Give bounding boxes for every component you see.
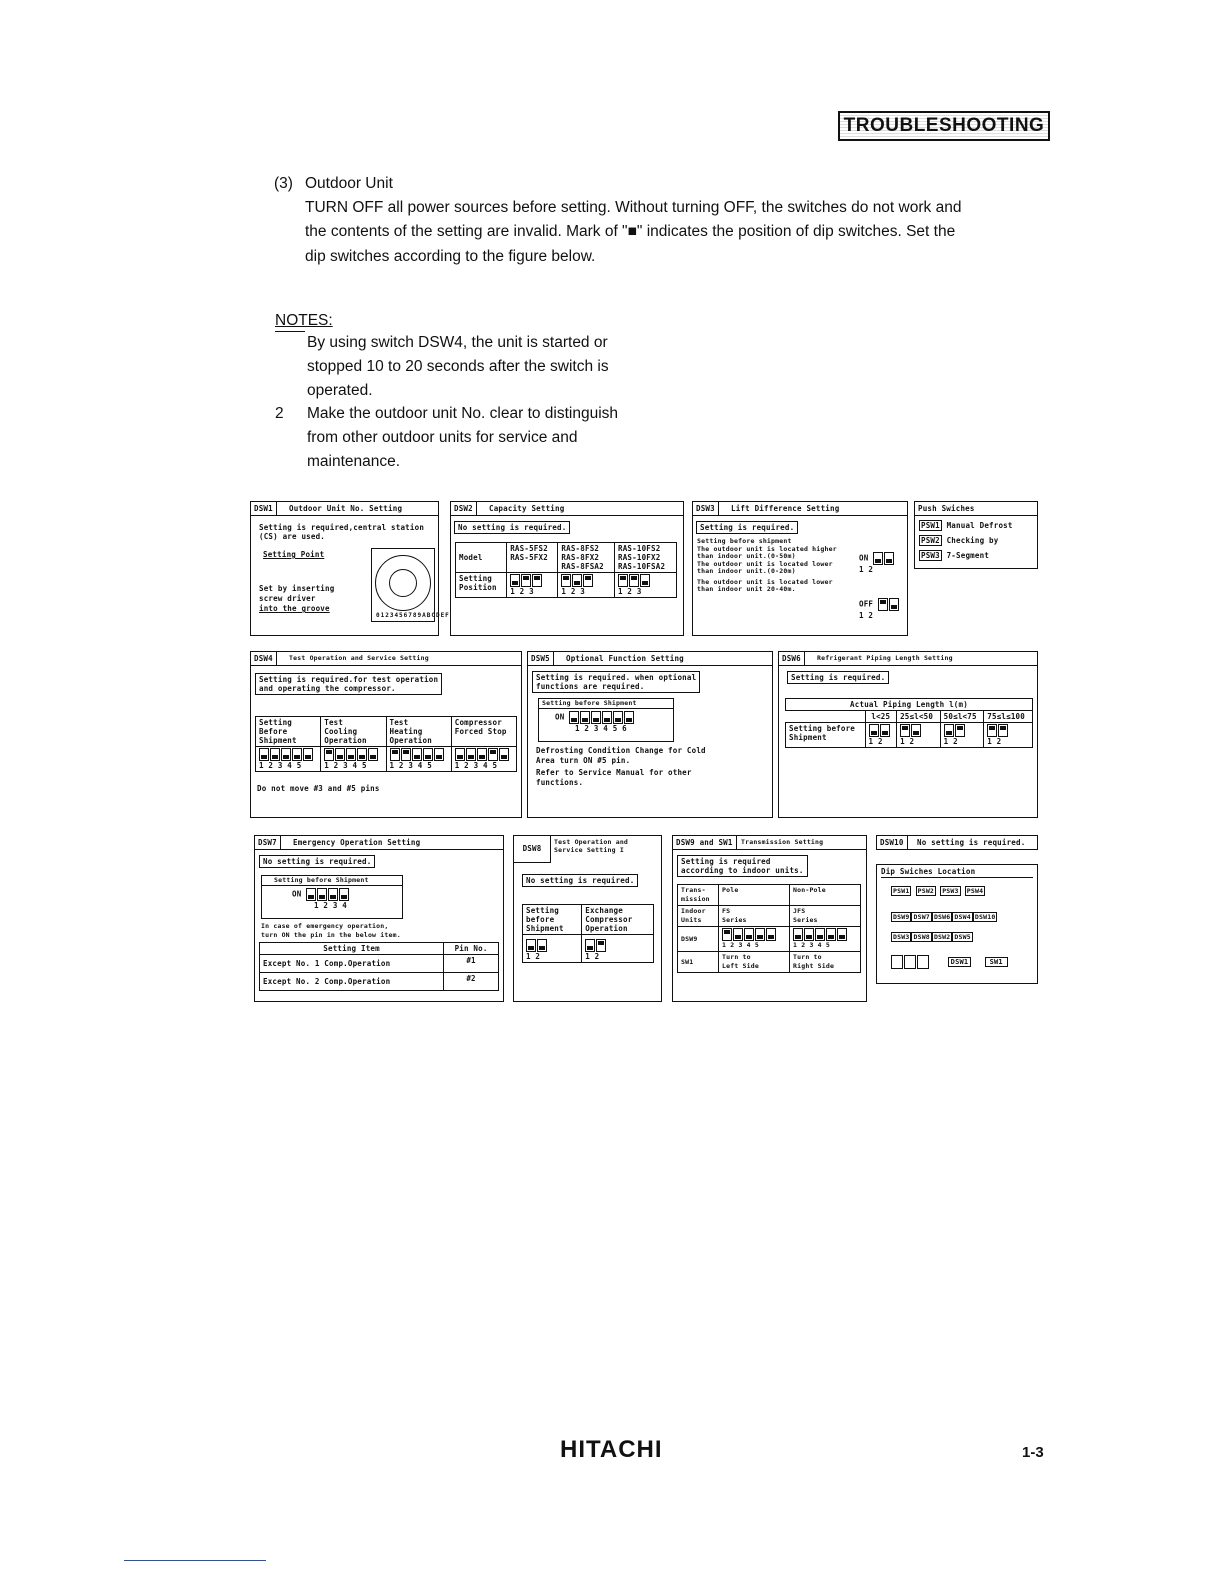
dsw9-title: Transmission Setting: [741, 838, 824, 846]
dsw3-case-default: Setting before shipment: [697, 537, 792, 545]
loc-dsw7: DSW7: [913, 913, 930, 921]
dsw1-note-line-1: Setting is required,central station: [259, 523, 425, 532]
dsw3-pin-numbers: 1 2: [859, 565, 874, 574]
dsw7-id: DSW7: [255, 836, 281, 849]
loc-psw4: PSW4: [966, 887, 984, 895]
dsw10-panel: [876, 835, 1038, 850]
dsw5-shipment-label: Setting before Shipment: [539, 699, 673, 709]
dsw3-panel: [692, 501, 908, 636]
dsw8-pin-numbers: 1 2: [526, 952, 541, 961]
dsw4-pin-numbers: 1 2 3 4 5: [324, 761, 367, 770]
section-heading: Outdoor Unit: [305, 175, 393, 192]
dsw9-pin-numbers: 1 2 3 4 5: [792, 941, 831, 949]
bottom-link-rule: [124, 1560, 266, 1561]
dsw7-pin-1: #1: [444, 955, 499, 973]
loc-psw1: PSW1: [893, 887, 910, 895]
dsw3-switch-b: [859, 598, 900, 620]
psw1-function: Manual Defrost: [946, 521, 1013, 530]
dsw9-pin-numbers: 1 2 3 4 5: [721, 941, 760, 949]
dsw2-setting-position-label: Setting Position: [456, 573, 507, 598]
dsw4-pin-numbers: 1 2 3 4 5: [259, 761, 302, 770]
dsw5-text-4: functions.: [536, 778, 584, 787]
dsw3-on-label: ON: [859, 553, 869, 563]
dsw7-pin-numbers: 1 2 3 4: [314, 901, 348, 910]
dsw3-id: DSW3: [693, 502, 719, 515]
dsw1-panel: [250, 501, 450, 636]
section-line-1: TURN OFF all power sources before setting. Without turning OFF, the switches do not work and: [305, 199, 962, 216]
dsw5-panel: [527, 651, 773, 818]
dsw6-table: [785, 698, 1033, 748]
dsw1-note-line-2: (CS) are used.: [259, 532, 326, 541]
psw1-label[interactable]: PSW1: [921, 521, 940, 530]
dsw1-set-line-2: screw driver: [259, 594, 316, 603]
dsw3-case-lower: The outdoor unit is located lower than indoor unit.(0-20m): [697, 559, 833, 575]
dsw4-title: Test Operation and Service Setting: [289, 654, 429, 662]
note-2-line-2: from other outdoor units for service and: [307, 429, 578, 446]
dsw7-no-setting-note: No setting is required.: [259, 855, 375, 868]
dsw9-indoor-non-pole: JFS Series: [789, 906, 860, 927]
dsw6-panel: [778, 651, 1038, 818]
loc-dsw5: DSW5: [954, 933, 971, 941]
dsw8-col-exchange: Exchange Compressor Operation: [582, 905, 654, 935]
dsw9-panel: [672, 835, 867, 1002]
dsw7-title: Emergency Operation Setting: [293, 838, 421, 847]
dsw2-switch-5: [507, 573, 558, 598]
dsw1-set-line-1: Set by inserting: [259, 584, 335, 593]
dsw9-col-transmission: Trans- mission: [678, 885, 719, 906]
dsw2-panel: [450, 501, 684, 636]
dsw5-on-label: ON: [555, 712, 565, 722]
note-1-line-1: By using switch DSW4, the unit is started or: [307, 334, 608, 351]
dsw7-item-2: Except No. 2 Comp.Operation: [260, 973, 444, 991]
dsw2-model-label: Model: [456, 543, 507, 573]
dsw7-col-item: Setting Item: [260, 943, 444, 955]
dsw6-required-note: Setting is required.: [787, 671, 889, 684]
dsw9-col-pole: Pole: [718, 885, 789, 906]
dsw2-title: Capacity Setting: [489, 504, 565, 513]
dsw10-id: DSW10: [877, 836, 908, 849]
seven-segment-icon: [917, 955, 929, 969]
push-switches-title: Push Swiches: [918, 504, 975, 513]
page-number: 1-3: [1022, 1444, 1044, 1461]
dsw2-pin-numbers: 1 2 3: [561, 587, 585, 596]
dsw7-shipment-label: Setting before Shipment: [262, 876, 402, 886]
dsw2-model-8: RAS-8FS2 RAS-8FX2 RAS-8FSA2: [558, 543, 615, 573]
dsw5-pin-numbers: 1 2 3 4 5 6: [575, 724, 627, 733]
dsw1-dial-digits: 0123456789ABCDEF: [376, 612, 450, 619]
loc-psw2: PSW2: [917, 887, 935, 895]
dsw7-item-table: [259, 942, 499, 991]
dsw4-footnote: Do not move #3 and #5 pins: [257, 784, 380, 793]
dsw3-pin-numbers: 1 2: [859, 611, 874, 620]
dsw5-text-1: Defrosting Condition Change for Cold: [536, 746, 706, 755]
dsw4-table: [255, 716, 517, 772]
loc-dsw10: DSW10: [974, 913, 996, 921]
seven-segment-icon: [891, 955, 903, 969]
dsw8-title: Test Operation and Service Setting I: [554, 838, 629, 854]
dsw4-switch-heating: [386, 747, 451, 772]
dsw4-id: DSW4: [251, 652, 277, 665]
seven-segment-icon: [904, 955, 916, 969]
dsw7-pin-2: #2: [444, 973, 499, 991]
dsw2-model-10: RAS-10FS2 RAS-10FX2 RAS-10FSA2: [615, 543, 677, 573]
dsw9-switch-pole: [718, 927, 789, 952]
dsw1-dial-knob[interactable]: [389, 569, 417, 597]
dsw9-row-dsw9: DSW9: [678, 927, 719, 952]
dsw3-switch-a: [859, 552, 895, 574]
note-2-line-3: maintenance.: [307, 453, 401, 470]
section-line-2: the contents of the setting are invalid. Mark of "■" indicates the position of dip switches. Set the: [305, 223, 956, 240]
psw3-label[interactable]: PSW3: [921, 551, 940, 560]
dsw6-switch-4: [984, 723, 1033, 748]
dsw8-switch-exchange: [582, 935, 654, 963]
dsw1-id: DSW1: [251, 502, 277, 515]
dsw6-shipment-label: Setting before Shipment: [786, 723, 866, 748]
dsw9-row-sw1: SW1: [678, 952, 719, 973]
loc-dsw6: DSW6: [933, 913, 951, 921]
dsw9-indoor-pole: FS Series: [718, 906, 789, 927]
note-2-line-1: Make the outdoor unit No. clear to distinguish: [307, 405, 619, 422]
section-tag: TROUBLESHOOTING: [838, 111, 1050, 141]
dsw4-col-shipment: Setting Before Shipment: [256, 717, 321, 747]
dsw8-id: DSW8: [514, 836, 551, 863]
dsw7-item-1: Except No. 1 Comp.Operation: [260, 955, 444, 973]
dsw9-id: DSW9 and SW1: [673, 836, 737, 849]
dsw1-setting-point: Setting Point: [263, 550, 325, 559]
dsw1-title: Outdoor Unit No. Setting: [289, 504, 403, 513]
dsw8-switch-shipment: [523, 935, 582, 963]
dsw4-col-cooling: Test Cooling Operation: [321, 717, 386, 747]
loc-psw3: PSW3: [942, 887, 959, 895]
dsw8-pin-numbers: 1 2: [585, 952, 600, 961]
notes-heading: NOTES:: [275, 312, 333, 329]
dsw4-switch-cooling: [321, 747, 386, 772]
dsw5-id: DSW5: [528, 652, 554, 665]
dsw2-capacity-table: [455, 542, 677, 598]
dsw8-panel: [513, 835, 662, 1002]
dsw2-id: DSW2: [451, 502, 477, 515]
dsw5-title: Optional Function Setting: [566, 654, 684, 663]
dsw2-pin-numbers: 1 2 3: [618, 587, 642, 596]
loc-dsw4: DSW4: [954, 913, 971, 921]
dsw4-pin-numbers: 1 2 3 4 5: [389, 761, 432, 770]
dsw4-required-line-1: Setting is required.for test operation: [259, 675, 439, 684]
dsw4-col-forced-stop: Compressor Forced Stop: [451, 717, 516, 747]
dsw6-switch-3: [940, 723, 984, 748]
loc-dsw9: DSW9: [893, 913, 910, 921]
dsw8-col-shipment: Setting before Shipment: [523, 905, 582, 935]
note-1-line-3: operated.: [307, 382, 373, 399]
dsw4-pin-numbers: 1 2 3 4 5: [454, 761, 498, 770]
dsw7-text-2: turn ON the pin in the below item.: [261, 931, 401, 939]
dsw4-required-line-2: and operating the compressor.: [259, 684, 396, 693]
loc-dsw2: DSW2: [933, 933, 951, 941]
dsw8-no-setting-note: No setting is required.: [522, 874, 638, 887]
dsw6-range-4: 75≤l≤100: [984, 711, 1033, 723]
dsw3-case-higher: The outdoor unit is located higher than indoor unit.(0-50m): [697, 544, 837, 560]
dsw9-table: [677, 884, 861, 973]
dsw2-pin-numbers: 1 2 3: [510, 587, 534, 596]
dsw3-cases: [697, 538, 853, 594]
loc-dsw8: DSW8: [913, 933, 930, 941]
dsw2-model-5: RAS-5FS2 RAS-5FX2: [507, 543, 558, 573]
dsw6-id: DSW6: [779, 652, 805, 665]
dsw3-case-lower-far: The outdoor unit is located lower than indoor unit 20-40m.: [697, 577, 833, 593]
dsw9-required-note: [677, 855, 808, 877]
dsw6-range-3: 50≤l<75: [940, 711, 984, 723]
dsw2-switch-8: [558, 573, 615, 598]
dsw5-text-2: Area turn ON #5 pin.: [536, 756, 631, 765]
dsw6-range-1: l<25: [865, 711, 897, 723]
dip-location-panel: [876, 864, 1038, 984]
psw2-label[interactable]: PSW2: [921, 536, 940, 545]
dsw5-required-note: [532, 671, 700, 693]
dsw2-no-setting-note: No setting is required.: [454, 521, 570, 534]
dsw6-title: Refrigerant Piping Length Setting: [817, 654, 953, 662]
dsw5-shipment-box: [538, 698, 674, 742]
footer-brand: HITACHI: [560, 1436, 663, 1463]
dsw6-range-2: 25≤l<50: [897, 711, 941, 723]
dsw2-switch-10: [615, 573, 677, 598]
note-2-number: 2: [275, 405, 284, 422]
dsw1-set-line-3: into the groove: [259, 604, 330, 613]
dsw6-actual-length-header: Actual Piping Length l(m): [786, 699, 1033, 711]
dsw6-pin-numbers: 1 2: [987, 737, 1002, 746]
dsw9-required-line-2: according to indoor units.: [681, 866, 804, 875]
dsw1-dial-frame: [371, 548, 450, 622]
dip-location-title: Dip Swiches Location: [881, 867, 1033, 878]
dsw6-pin-numbers: 1 2: [943, 737, 958, 746]
dsw7-panel: [254, 835, 504, 1002]
dsw6-switch-1: [865, 723, 897, 748]
loc-dsw1: DSW1: [948, 957, 972, 967]
dsw5-required-line-2: functions are required.: [536, 682, 645, 691]
dsw5-text-3: Refer to Service Manual for other: [536, 768, 692, 777]
dsw7-text-1: In case of emergency operation,: [261, 922, 389, 930]
dsw3-off-label: OFF: [859, 599, 874, 609]
dsw7-col-pin: Pin No.: [444, 943, 499, 955]
dsw4-panel: [250, 651, 522, 818]
dsw6-pin-numbers: 1 2: [868, 737, 883, 746]
dsw9-sw1-non-pole: Turn to Right Side: [789, 952, 860, 973]
note-1-line-2: stopped 10 to 20 seconds after the switch is: [307, 358, 609, 375]
push-switches-panel: [914, 501, 1038, 569]
dsw4-col-heating: Test Heating Operation: [386, 717, 451, 747]
dsw3-required-note: Setting is required.: [696, 521, 798, 534]
dsw4-required-note: [255, 673, 442, 695]
notes-rule: [275, 331, 305, 332]
section-heading-number: (3): [274, 175, 293, 192]
loc-sw1: SW1: [985, 957, 1008, 967]
dsw9-col-non-pole: Non-Pole: [789, 885, 860, 906]
psw3-function: 7-Segment: [946, 551, 990, 560]
dsw8-table: [522, 904, 654, 963]
dsw4-switch-shipment: [256, 747, 321, 772]
dsw7-shipment-box: [261, 875, 403, 919]
dsw4-switch-forced-stop: [451, 747, 516, 772]
dsw3-title: Lift Difference Setting: [731, 504, 840, 513]
dsw6-switch-2: [897, 723, 941, 748]
dsw5-required-line-1: Setting is required. when optional: [536, 673, 697, 682]
dsw10-note: No setting is required.: [917, 838, 1026, 847]
dsw6-pin-numbers: 1 2: [900, 737, 915, 746]
psw2-function: Checking by: [946, 536, 999, 545]
section-line-3: dip switches according to the figure below.: [305, 248, 596, 265]
loc-dsw3: DSW3: [893, 933, 910, 941]
dsw9-required-line-1: Setting is required: [681, 857, 771, 866]
dsw9-sw1-pole: Turn to Left Side: [718, 952, 789, 973]
dsw9-switch-non-pole: [789, 927, 860, 952]
dsw7-on-label: ON: [292, 889, 302, 899]
dsw9-row-indoor: Indoor Units: [678, 906, 719, 927]
